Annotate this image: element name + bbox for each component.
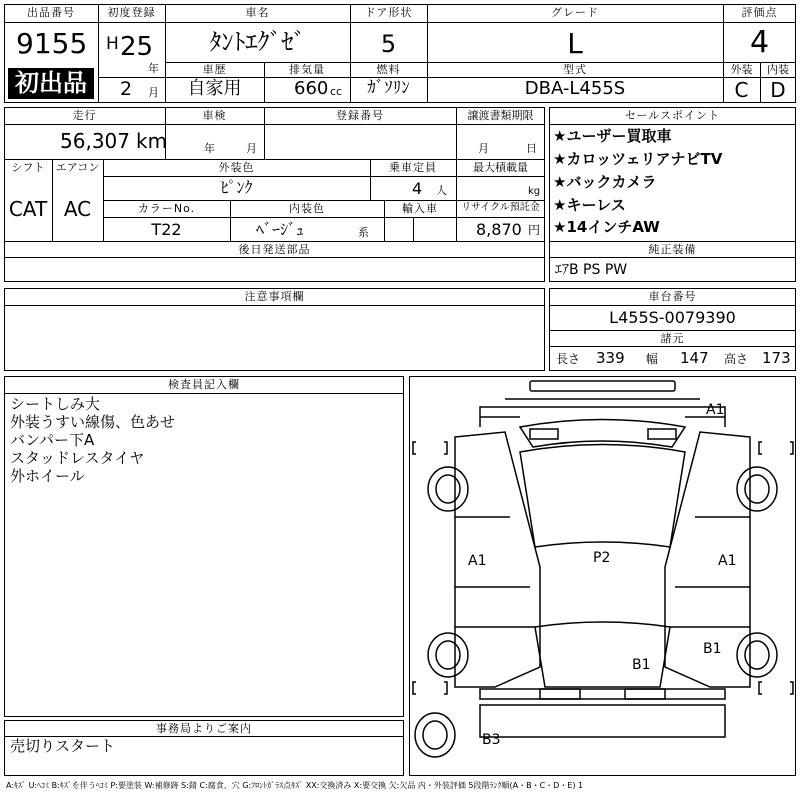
length-label: 長さ: [556, 352, 581, 366]
car-name: ﾀﾝﾄｴｸﾞｾﾞ: [209, 28, 306, 56]
displacement-label: 排気量: [289, 63, 325, 76]
inspector-label: 検査員記入欄: [168, 378, 240, 391]
interior-grade: D: [770, 78, 786, 102]
width-value: 147: [680, 349, 709, 367]
year-unit: 年: [148, 62, 159, 75]
car-name-label: 車名: [245, 6, 270, 19]
width-label: 幅: [646, 352, 659, 366]
damage-mark: B1: [632, 657, 651, 673]
interior-color-suffix: 系: [358, 226, 369, 239]
color-no: T22: [151, 220, 182, 239]
fuel: ｶﾞｿﾘﾝ: [367, 78, 410, 98]
later-parts-label: 後日発送部品: [238, 243, 311, 256]
inspector-note: バンパー下A: [10, 431, 95, 449]
lot-number: 9155: [16, 27, 88, 60]
displacement-unit: cc: [330, 85, 343, 98]
ac: AC: [63, 197, 92, 221]
equipment-label: 純正装備: [648, 243, 697, 256]
grade: L: [567, 27, 583, 60]
sales-point-item: ★ユーザー買取車: [553, 127, 672, 145]
sales-point-item: ★カロッツェリアナビTV: [553, 150, 723, 168]
inspector-note: スタッドレスタイヤ: [10, 449, 145, 467]
interior-color: ﾍﾞｰｼﾞｭ: [256, 220, 305, 239]
notes-label: 注意事項欄: [244, 290, 305, 303]
damage-mark: P2: [593, 550, 611, 566]
damage-mark: A1: [468, 553, 487, 569]
inspector-note: シートしみ大: [10, 395, 101, 413]
score: 4: [749, 25, 770, 60]
equipment-value: ｴｱB PS PW: [555, 262, 628, 278]
specs-label: 諸元: [660, 332, 685, 345]
capacity-unit: 人: [436, 184, 447, 197]
inspector-notes: [10, 395, 175, 485]
mileage-label: 走行: [72, 109, 97, 122]
inspection-month-unit: 月: [246, 142, 257, 155]
max-load-unit: kg: [528, 186, 541, 197]
capacity-label: 乗車定員: [389, 161, 437, 174]
month-unit: 月: [148, 86, 159, 99]
sales-point-item: ★14インチAW: [553, 218, 660, 236]
model: DBA-L455S: [524, 78, 626, 99]
door-label: ドア形状: [364, 6, 413, 19]
ac-label: エアコン: [55, 161, 100, 174]
car-outline-diagram: [410, 377, 795, 775]
interior-color-label: 内装色: [289, 202, 325, 215]
damage-mark: B1: [703, 641, 722, 657]
inspector-note: 外ホイール: [10, 467, 85, 485]
chassis-number-label: 車台番号: [648, 290, 697, 303]
mileage-unit: km: [136, 129, 168, 153]
office-label: 事務局よりご案内: [156, 722, 252, 735]
import-car-label: 輸入車: [402, 202, 438, 215]
registration-year: 25: [120, 32, 154, 62]
max-load-label: 最大積載量: [473, 161, 528, 174]
mileage: 56,307: [60, 129, 130, 153]
transfer-month-unit: 月: [478, 142, 489, 155]
length-value: 339: [596, 349, 625, 367]
exterior-grade-label: 外装: [730, 63, 753, 76]
first-listing-badge: 初出品: [8, 68, 94, 99]
history-label: 車歴: [202, 63, 227, 76]
height-value: 173: [762, 349, 791, 367]
inspection-year-unit: 年: [204, 142, 215, 155]
sales-point-item: ★キーレス: [553, 196, 626, 214]
shift-label: シフト: [11, 161, 45, 174]
displacement: 660: [294, 78, 329, 99]
chassis-number: L455S-0079390: [609, 308, 736, 327]
capacity: 4: [412, 179, 423, 198]
exterior-grade: C: [734, 78, 749, 102]
damage-diagram: [409, 376, 796, 776]
grade-label: グレード: [551, 6, 599, 19]
recycle-deposit-unit: 円: [528, 223, 541, 237]
office-message: 売切りスタート: [10, 737, 116, 755]
sales-point-item: ★バックカメラ: [553, 173, 657, 191]
score-label: 評価点: [741, 6, 778, 19]
history: 自家用: [187, 78, 242, 99]
damage-mark: A1: [718, 553, 737, 569]
registration-month: 2: [120, 78, 133, 100]
height-label: 高さ: [724, 352, 749, 366]
legend: A:ｷｽﾞ U:ﾍｺﾐ B:ｷｽﾞを伴うﾍｺﾐ P:要塗装 W:補修跡 S:錆 C:腐食、穴 G:ﾌﾛﾝﾄｶﾞﾗｽ点ｷｽﾞ XX:交換済み X:要交換 欠:欠品 内・外装評価 5段階ﾗﾝｸ順(A・B・C・D・E) 1: [6, 781, 584, 790]
transfer-day-unit: 日: [526, 142, 537, 155]
era: H: [106, 34, 119, 54]
sales-points-label: セールスポイント: [624, 109, 720, 122]
shift: CAT: [8, 197, 48, 221]
interior-grade-label: 内装: [767, 63, 789, 76]
transfer-deadline-label: 譲渡書類期限: [467, 109, 534, 122]
recycle-deposit: 8,870: [476, 220, 522, 239]
damage-mark: B3: [482, 732, 501, 748]
doors: 5: [380, 30, 397, 58]
inspector-note: 外装うすい線傷、色あせ: [10, 413, 176, 431]
registration-number-label: 登録番号: [336, 109, 384, 122]
color-no-label: カラーNo.: [137, 202, 196, 215]
lot-number-label: 出品番号: [27, 6, 75, 19]
inspection-label: 車検: [202, 109, 227, 122]
damage-mark: A1: [706, 402, 725, 418]
model-label: 型式: [563, 63, 587, 76]
exterior-color: ﾋﾟﾝｸ: [220, 178, 253, 197]
fuel-label: 燃料: [376, 63, 401, 76]
exterior-color-label: 外装色: [218, 161, 255, 174]
first-registration-label: 初度登録: [107, 6, 156, 19]
recycle-deposit-label: リサイクル預託金: [461, 202, 540, 213]
